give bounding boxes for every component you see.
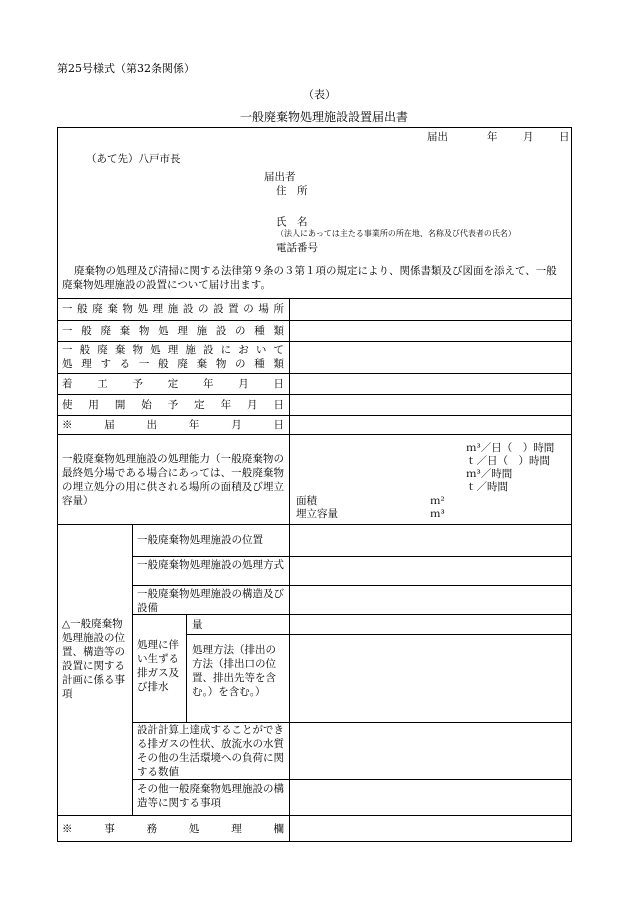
statement: 廃棄物の処理及び清掃に関する法律第９条の３第１項の規定により、関係書類及び図面を添えて、一般廃棄物処理施設の設置について届け出ます。 — [62, 265, 557, 291]
plan-structure: 一般廃棄物処理施設の構造及び設備 — [137, 588, 284, 614]
volume-label: 埋立容量 — [296, 508, 338, 520]
row-facility-type: 一般廃棄物処理施設の種類 — [62, 325, 284, 337]
applicant-label: 届出者 — [264, 171, 296, 183]
row-waste-type-2: 処理する一般廃棄物の種類 — [62, 358, 284, 370]
row-construction-start: 着工予定年月日 — [62, 378, 284, 390]
row-use-start: 使用開始予定年月日 — [62, 399, 284, 411]
name-note: （法人にあっては主たる事業所の所在地、名称及び代表者の氏名） — [276, 229, 516, 238]
date-label-day: 日 — [559, 131, 570, 143]
row-notify-date: ※届出年月日 — [62, 419, 284, 431]
date-label-submitted: 届出 — [427, 131, 448, 143]
row-office-use: ※事務処理欄 — [62, 823, 284, 835]
row-location: 一般廃棄物処理施設の設置の場所 — [62, 303, 284, 315]
row-capacity: 一般廃棄物処理施設の処理能力（一般廃棄物の最終処分場である場合にあっては、一般廃棄物の埋立処分の用に供される場所の面積及び埋立容量） — [62, 453, 284, 507]
row-waste-type-1: 一般廃棄物処理施設において — [62, 344, 284, 356]
capacity-unit-4: ｔ／時間 — [466, 481, 508, 493]
volume-unit: ｍ³ — [430, 508, 445, 520]
plan-method: 一般廃棄物処理施設の処理方式 — [137, 559, 284, 571]
plan-treatment: 処理方法（排出の方法（排出口の位置、排出先等を含む。）を含む。） — [192, 644, 276, 698]
phone-label: 電話番号 — [276, 242, 318, 254]
plan-group-label: △一般廃棄物処理施設の位置、構造等の設置に関する計画に係る事項 — [62, 618, 125, 700]
capacity-unit-1: ｍ³／日（ ）時間 — [466, 442, 555, 454]
page-side: （表） — [303, 88, 336, 101]
date-label-month: 月 — [523, 131, 534, 143]
capacity-unit-2: ｔ／日（ ）時間 — [466, 455, 550, 467]
plan-exhaust-group: 処理に伴い生ずる排ガス及び排水 — [137, 639, 179, 693]
capacity-unit-3: ｍ³／時間 — [466, 468, 513, 480]
area-unit: ｍ² — [430, 495, 445, 507]
plan-position: 一般廃棄物処理施設の位置 — [137, 534, 263, 546]
date-label-year: 年 — [487, 131, 498, 143]
plan-design-values: 設計計算上達成することができる排ガスの性状、放流水の水質その他の生活環境への負荷に関する数値 — [137, 724, 284, 778]
plan-amount: 量 — [192, 619, 203, 631]
area-label: 面積 — [296, 495, 317, 507]
addressee: （あて先）八戸市長 — [86, 153, 181, 165]
plan-other: その他一般廃棄物処理施設の構造等に関する事項 — [137, 783, 284, 809]
name-label: 氏 名 — [276, 216, 308, 228]
page-title: 一般廃棄物処理施設設置届出書 — [240, 110, 409, 124]
address-label: 住 所 — [276, 185, 308, 197]
form-number: 第25号様式（第32条関係） — [57, 62, 195, 75]
